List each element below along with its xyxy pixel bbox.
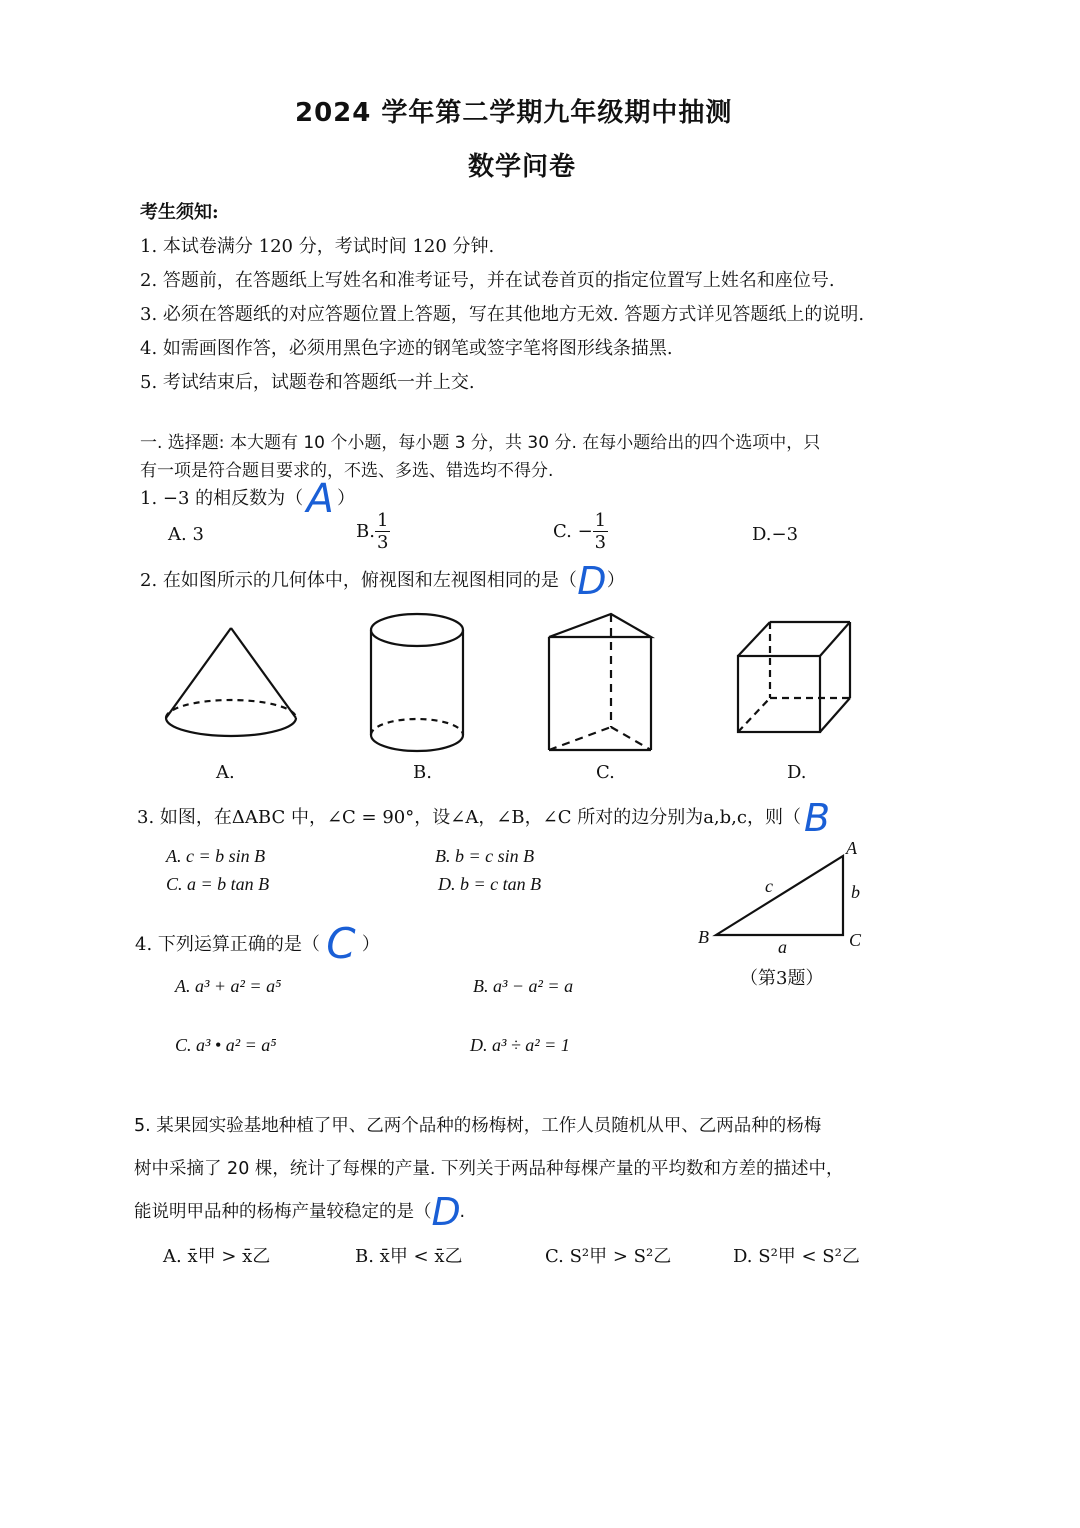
q3-vertex-b: B — [698, 927, 709, 947]
q5-close: . — [459, 1202, 466, 1222]
q4-option-b: B. a³ − a² = a — [473, 976, 574, 996]
q3-figure-caption: （第3题） — [740, 968, 824, 989]
q1-option-b-denominator: 3 — [376, 532, 389, 553]
q4-option-c: C. a³ • a² = a⁵ — [175, 1035, 277, 1055]
q3-option-a: A. c = b sin B — [166, 846, 266, 866]
q5-option-a: A. x̄甲 > x̄乙 — [163, 1246, 271, 1267]
section1-line1: 一. 选择题: 本大题有 10 个小题，每小题 3 分，共 30 分. 在每小题给出的四个选项中，只 — [140, 433, 821, 453]
q5-line1: 5. 某果园实验基地种植了甲、乙两个品种的杨梅树，工作人员随机从甲、乙两品种的杨梅 — [134, 1116, 822, 1136]
q2-label-c: C. — [596, 762, 615, 783]
q1-option-b-label: B. — [356, 521, 375, 542]
q3-side-b: b — [851, 882, 860, 902]
notice-item-3: 3. 必须在答题纸的对应答题位置上答题，写在其他地方无效. 答题方式详见答题纸上的说明. — [140, 304, 865, 325]
q3-stem-text: 3. 如图，在ΔABC 中，∠C = 90°，设∠A，∠B，∠C 所对的边分别为a,b,c，则（ — [137, 807, 801, 828]
q4-answer: C — [326, 919, 356, 968]
q3-side-a: a — [778, 937, 787, 957]
notice-item-4: 4. 如需画图作答，必须用黑色字迹的钢笔或签字笔将图形线条描黑. — [140, 338, 673, 359]
q5-option-b: B. x̄甲 < x̄乙 — [355, 1246, 463, 1267]
q4-stem — [135, 919, 380, 968]
q1-answer: A — [306, 476, 334, 522]
q3-side-c: c — [765, 876, 773, 896]
q5-line3-text: 能说明甲品种的杨梅产量较稳定的是（ — [134, 1202, 432, 1222]
q3-vertex-c: C — [849, 930, 862, 950]
notice-item-5: 5. 考试结束后，试题卷和答题纸一并上交. — [140, 372, 475, 393]
exam-title: 2024 学年第二学期九年级期中抽测 — [295, 98, 733, 128]
q2-label-b: B. — [413, 762, 432, 783]
q1-close: ） — [337, 488, 356, 509]
q2-label-d: D. — [787, 762, 807, 783]
q1-option-b-numerator: 1 — [376, 510, 389, 531]
q2-close: ） — [606, 570, 625, 591]
q5-option-c: C. S²甲 > S²乙 — [545, 1246, 672, 1267]
q1-stem-text: 1. −3 的相反数为（ — [140, 488, 304, 509]
q1-option-c-label: C. − — [553, 521, 593, 542]
q3-vertex-a: A — [846, 838, 857, 858]
q1-option-c-numerator: 1 — [594, 510, 607, 531]
notice-item-1: 1. 本试卷满分 120 分，考试时间 120 分钟. — [140, 236, 495, 257]
q4-option-d: D. a³ ÷ a² = 1 — [470, 1035, 570, 1055]
q5-option-d: D. S²甲 < S²乙 — [733, 1246, 860, 1267]
q4-close: ） — [361, 934, 380, 955]
notice-heading: 考生须知: — [140, 202, 219, 223]
q4-stem-text: 4. 下列运算正确的是（ — [135, 934, 320, 955]
q3-answer: B — [803, 796, 831, 840]
q3-option-c: C. a = b tan B — [166, 874, 270, 894]
q4-option-a: A. a³ + a² = a⁵ — [175, 976, 282, 996]
q1-option-d: D.−3 — [752, 524, 799, 545]
section1-line2: 有一项是符合题目要求的，不选、多选、错选均不得分. — [140, 461, 554, 481]
q2-label-a: A. — [216, 762, 235, 783]
q5-line3 — [134, 1190, 466, 1234]
exam-subtitle: 数学问卷 — [468, 152, 577, 182]
q5-line2: 树中采摘了 20 棵，统计了每棵的产量. 下列关于两品种每棵产量的平均数和方差的描述中， — [134, 1159, 844, 1179]
notice-item-2: 2. 答题前，在答题纸上写姓名和准考证号，并在试卷首页的指定位置写上姓名和座位号. — [140, 270, 835, 291]
q3-option-d: D. b = c tan B — [438, 874, 542, 894]
q1-option-c-denominator: 3 — [594, 532, 607, 553]
q5-answer: D — [431, 1190, 461, 1234]
q1-option-a: A. 3 — [168, 524, 204, 545]
q2-answer: D — [577, 559, 607, 603]
q3-option-b: B. b = c sin B — [435, 846, 535, 866]
q2-stem-text: 2. 在如图所示的几何体中，俯视图和左视图相同的是（ — [140, 570, 577, 591]
